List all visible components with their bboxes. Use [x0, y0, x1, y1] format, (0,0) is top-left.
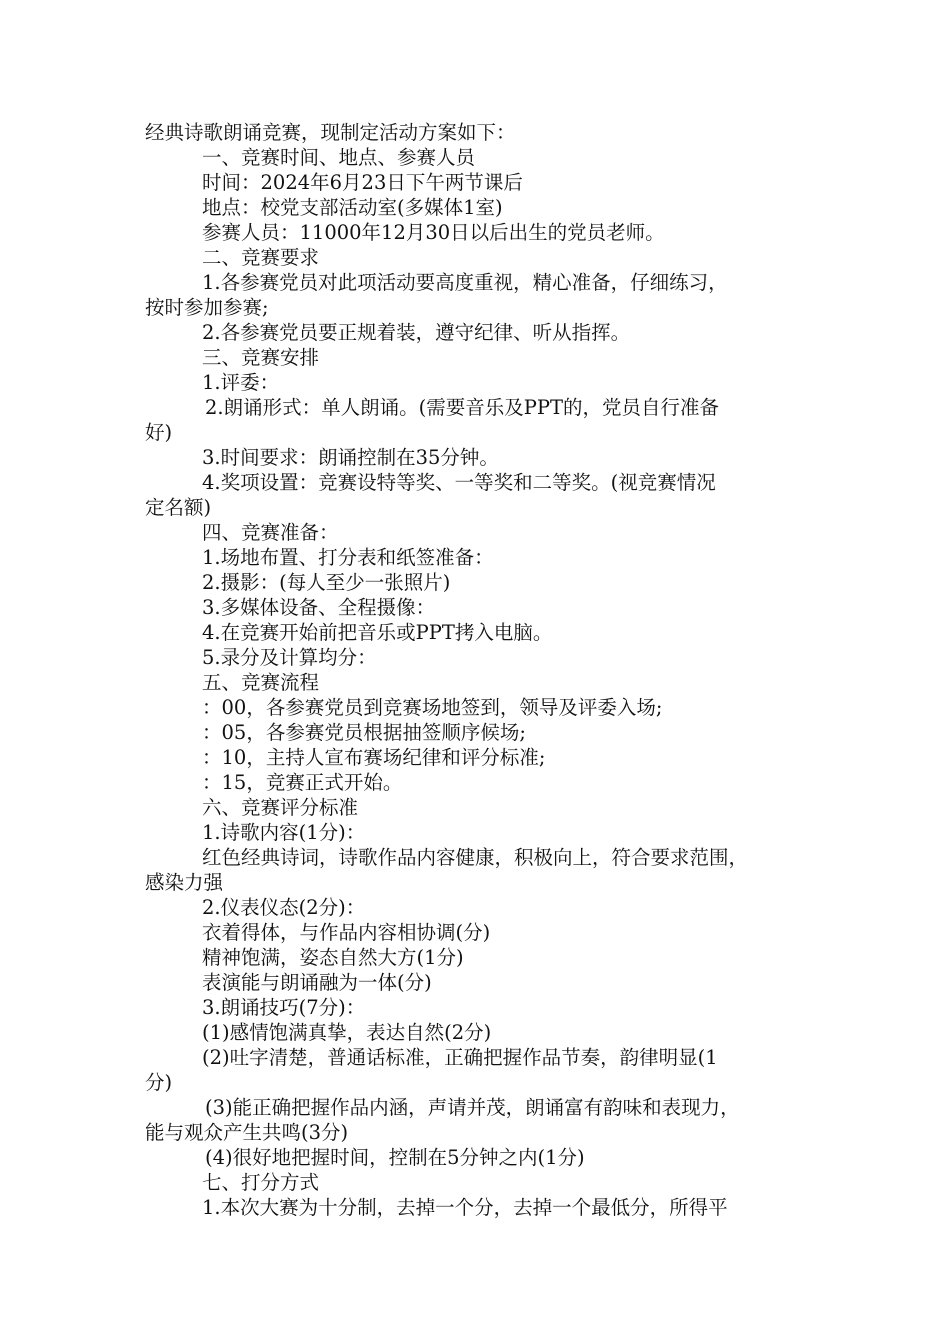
paragraph-line: 2.各参赛党员要正规着装，遵守纪律、听从指挥。: [202, 321, 631, 344]
paragraph-line: 4.在竞赛开始前把音乐或PPT拷入电脑。: [202, 621, 553, 644]
paragraph-line: 衣着得体，与作品内容相协调(分): [202, 921, 491, 944]
paragraph-continuation: 好): [145, 421, 173, 444]
paragraph-continuation: 定名额): [145, 496, 212, 519]
paragraph-line: (4)很好地把握时间，控制在5分钟之内(1分): [205, 1146, 585, 1169]
paragraph-line: 参赛人员：11000年12月30日以后出生的党员老师。: [202, 221, 665, 244]
paragraph-line: 1.场地布置、打分表和纸签准备：: [202, 546, 494, 569]
paragraph-line: 时间：2024年6月23日下午两节课后: [202, 171, 523, 194]
paragraph-line: 2.仪表仪态(2分)：: [202, 896, 366, 919]
paragraph-continuation: 能与观众产生共鸣(3分): [145, 1121, 349, 1144]
section-heading-time-place: 一、竞赛时间、地点、参赛人员: [202, 146, 476, 169]
document-body: [145, 120, 815, 1220]
paragraph-line: 红色经典诗词，诗歌作品内容健康，积极向上，符合要求范围，: [202, 846, 749, 869]
paragraph-line: 3.多媒体设备、全程摄像：: [202, 596, 436, 619]
section-heading-requirements: 二、竞赛要求: [202, 246, 320, 269]
paragraph-line: ：00，各参赛党员到竞赛场地签到，领导及评委入场;: [202, 696, 663, 719]
paragraph-line: (1)感情饱满真挚，表达自然(2分): [202, 1021, 492, 1044]
paragraph-continuation: 分): [145, 1071, 173, 1094]
paragraph-line: 精神饱满，姿态自然大方(1分): [202, 946, 464, 969]
paragraph-continuation: 按时参加参赛;: [145, 296, 269, 319]
paragraph-line: ：10，主持人宣布赛场纪律和评分标准;: [202, 746, 546, 769]
paragraph-line: ：15，竞赛正式开始。: [202, 771, 403, 794]
section-heading-preparation: 四、竞赛准备：: [202, 521, 339, 544]
paragraph-line: 1.诗歌内容(1分)：: [202, 821, 366, 844]
paragraph-line: 4.奖项设置：竞赛设特等奖、一等奖和二等奖。(视竞赛情况: [202, 471, 716, 494]
paragraph-line: 1.评委：: [202, 371, 280, 394]
paragraph-continuation: 感染力强: [145, 871, 224, 894]
paragraph-line: (3)能正确把握作品内涵，声请并茂，朗诵富有韵味和表现力，: [205, 1096, 740, 1119]
section-heading-arrangement: 三、竞赛安排: [202, 346, 320, 369]
intro-line: 经典诗歌朗诵竞赛，现制定活动方案如下：: [145, 121, 516, 144]
paragraph-line: 3.朗诵技巧(7分)：: [202, 996, 366, 1019]
paragraph-line: 1.本次大赛为十分制，去掉一个分，去掉一个最低分，所得平: [202, 1196, 728, 1219]
paragraph-line: ：05，各参赛党员根据抽签顺序候场;: [202, 721, 526, 744]
paragraph-line: 3.时间要求：朗诵控制在35分钟。: [202, 446, 499, 469]
paragraph-line: 2.朗诵形式：单人朗诵。(需要音乐及PPT的，党员自行准备: [205, 396, 719, 419]
paragraph-line: 表演能与朗诵融为一体(分): [202, 971, 432, 994]
section-heading-process: 五、竞赛流程: [202, 671, 320, 694]
paragraph-line: 地点：校党支部活动室(多媒体1室): [202, 196, 503, 219]
section-heading-scoring-criteria: 六、竞赛评分标准: [202, 796, 359, 819]
paragraph-line: 2.摄影：(每人至少一张照片): [202, 571, 451, 594]
section-heading-scoring-method: 七、打分方式: [202, 1171, 320, 1194]
paragraph-line: (2)吐字清楚，普通话标准，正确把握作品节奏，韵律明显(1: [202, 1046, 718, 1069]
paragraph-line: 5.录分及计算均分：: [202, 646, 377, 669]
paragraph-line: 1.各参赛党员对此项活动要高度重视，精心准备，仔细练习，: [202, 271, 728, 294]
